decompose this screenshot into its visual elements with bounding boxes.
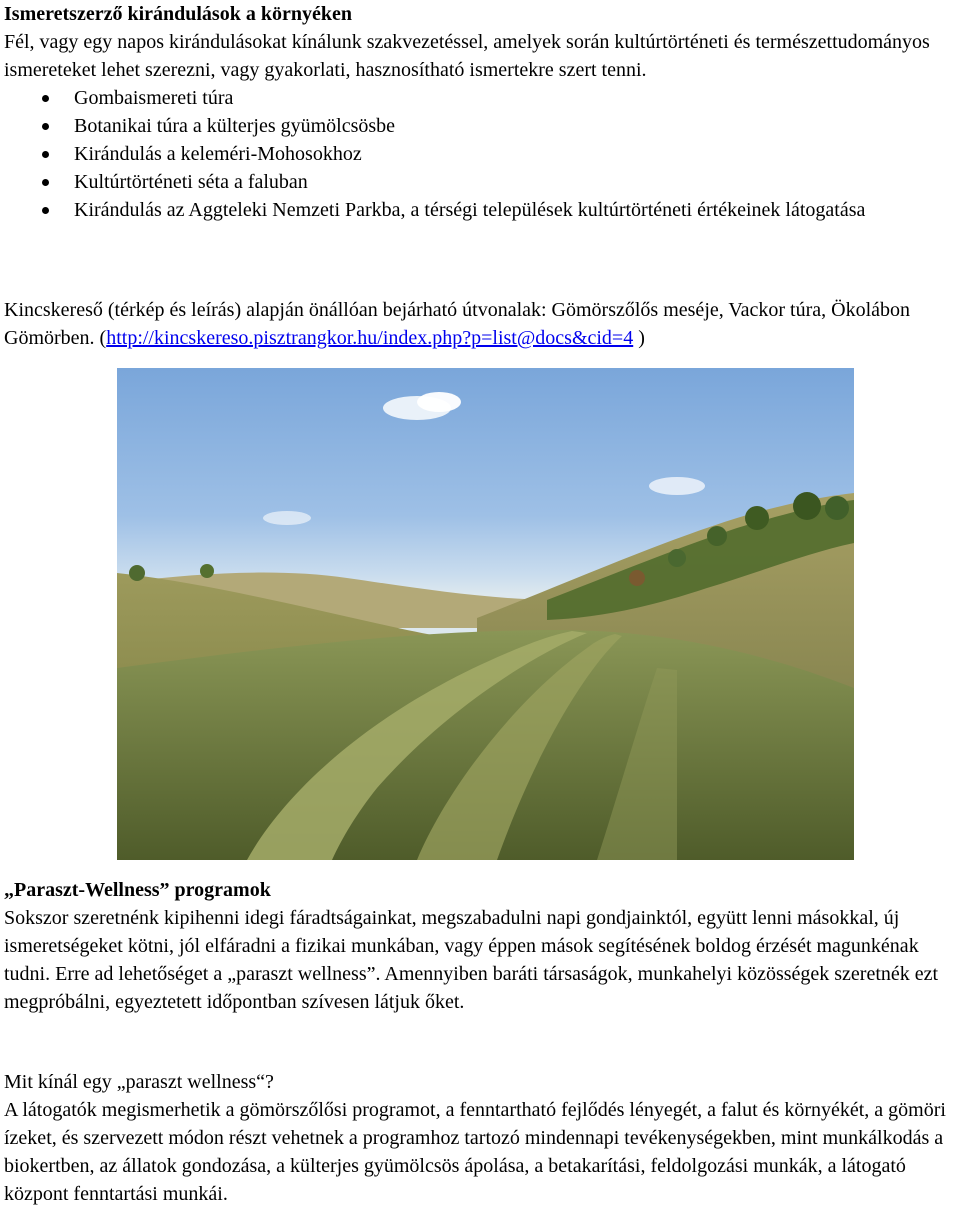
bullet-icon [42,123,49,130]
cloud [263,511,311,525]
list-item [4,168,954,196]
tour-label: Botanikai túra a külterjes gyümölcsösbe [74,115,396,137]
list-item [4,140,954,168]
cloud [649,477,705,495]
tree [668,549,686,567]
tour-label: Kirándulás a keleméri-Mohosokhoz [74,143,362,165]
wellness-section [4,876,954,1016]
tour-label: Kirándulás az Aggteleki Nemzeti Parkba, a térségi települések kultúrtörténeti értékeinek látogatása [74,199,866,221]
tour-label: Gombaismereti túra [74,87,234,109]
wellness-heading: „Paraszt-Wellness” programok [4,879,271,901]
offer-body: A látogatók megismerhetik a gömörszőlősi programot, a fenntartható fejlődés lényegét, a falut és környékét, a gömöri ízeket, és szervezett módon részt vehetnek a programhoz tartozó mindennapi tevékenységekben, mint munkálkodás a biokertben, az állatok gondozása, a külterjes gyümölcsös ápolása, a betakarítási, feldolgozási munkák, a látogató központ fenntartási munkái. [4,1099,946,1205]
landscape-illustration [117,368,854,860]
tree [745,506,769,530]
treasure-hunt-end: ) [633,327,645,349]
bullet-icon [42,207,49,214]
tree [707,526,727,546]
treasure-hunt-text: Kincskereső (térkép és leírás) alapján önállóan bejárható útvonalak: Gömörszőlős meséje, Vackor túra, Ökolábon Gömörben. ( [4,299,910,349]
bullet-icon [42,151,49,158]
tree [129,565,145,581]
tour-list [4,84,954,224]
list-item [4,112,954,140]
excursions-heading: Ismeretszerző kirándulások a környéken [4,3,352,25]
tree [825,496,849,520]
excursions-section [4,0,954,224]
offer-question: Mit kínál egy „paraszt wellness“? [4,1071,274,1093]
wellness-body: Sokszor szeretnénk kipihenni idegi fáradtságainkat, megszabadulni napi gondjainktól, együtt lenni másokkal, új ismeretségeket kötni, jól elfáradni a fizikai munkában, vagy éppen mások segítésének boldog érzését magunkénak tudni. Erre ad lehetőséget a „paraszt wellness”. Amennyiben baráti társaságok, munkahelyi közösségek szeretnék ezt megpróbálni, egyeztetett időpontban szívesen látjuk őket. [4,907,939,1013]
treasure-hunt-paragraph [4,296,954,352]
cloud [417,392,461,412]
bullet-icon [42,95,49,102]
tree [629,570,645,586]
offer-section [4,1068,954,1208]
list-item [4,84,954,112]
bullet-icon [42,179,49,186]
tree [793,492,821,520]
list-item [4,196,954,224]
tree [200,564,214,578]
tour-label: Kultúrtörténeti séta a faluban [74,171,308,193]
excursions-intro: Fél, vagy egy napos kirándulásokat kínálunk szakvezetéssel, amelyek során kultúrtörténeti és természettudományos ismereteket lehet szerezni, vagy gyakorlati, hasznosítható ismertekre szert tenni. [4,31,930,81]
treasure-hunt-link[interactable]: http://kincskereso.pisztrangkor.hu/index.php?p=list@docs&cid=4 [106,327,634,349]
landscape-photo [117,368,854,860]
